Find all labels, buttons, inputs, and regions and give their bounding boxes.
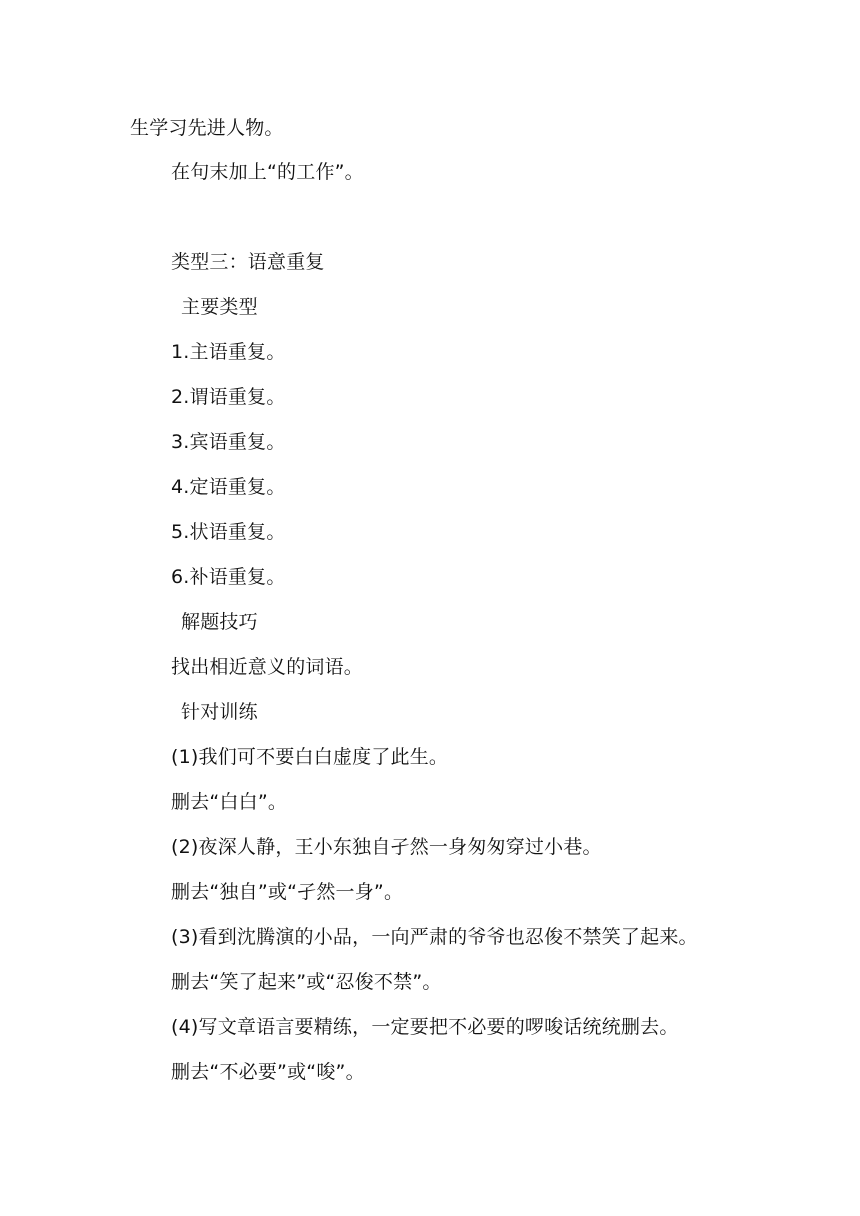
exercise-question: (3)看到沈腾演的小品，一向严肃的爷爷也忍俊不禁笑了起来。 — [171, 926, 698, 948]
section-heading: 类型三：语意重复 — [171, 251, 325, 273]
list-item: 2.谓语重复。 — [171, 386, 286, 408]
paragraph-continuation: 生学习先进人物。 — [130, 117, 284, 139]
exercise-question: (4)写文章语言要精练，一定要把不必要的啰唆话统统删去。 — [171, 1016, 679, 1038]
subsection-heading: 针对训练 — [181, 701, 258, 723]
exercise-answer: 删去“笑了起来”或“忍俊不禁”。 — [171, 971, 442, 993]
body-text: 找出相近意义的词语。 — [171, 656, 364, 678]
list-item: 3.宾语重复。 — [171, 431, 286, 453]
list-item: 4.定语重复。 — [171, 476, 286, 498]
exercise-answer: 删去“独自”或“孑然一身”。 — [171, 881, 404, 903]
exercise-answer: 删去“不必要”或“唆”。 — [171, 1061, 365, 1083]
answer-line: 在句末加上“的工作”。 — [171, 161, 364, 183]
list-item: 5.状语重复。 — [171, 521, 286, 543]
exercise-question: (2)夜深人静，王小东独自孑然一身匆匆穿过小巷。 — [171, 836, 602, 858]
exercise-answer: 删去“白白”。 — [171, 791, 288, 813]
list-item: 6.补语重复。 — [171, 566, 286, 588]
exercise-question: (1)我们可不要白白虚度了此生。 — [171, 746, 449, 768]
subsection-heading: 解题技巧 — [181, 611, 258, 633]
subsection-heading: 主要类型 — [181, 296, 258, 318]
list-item: 1.主语重复。 — [171, 341, 286, 363]
